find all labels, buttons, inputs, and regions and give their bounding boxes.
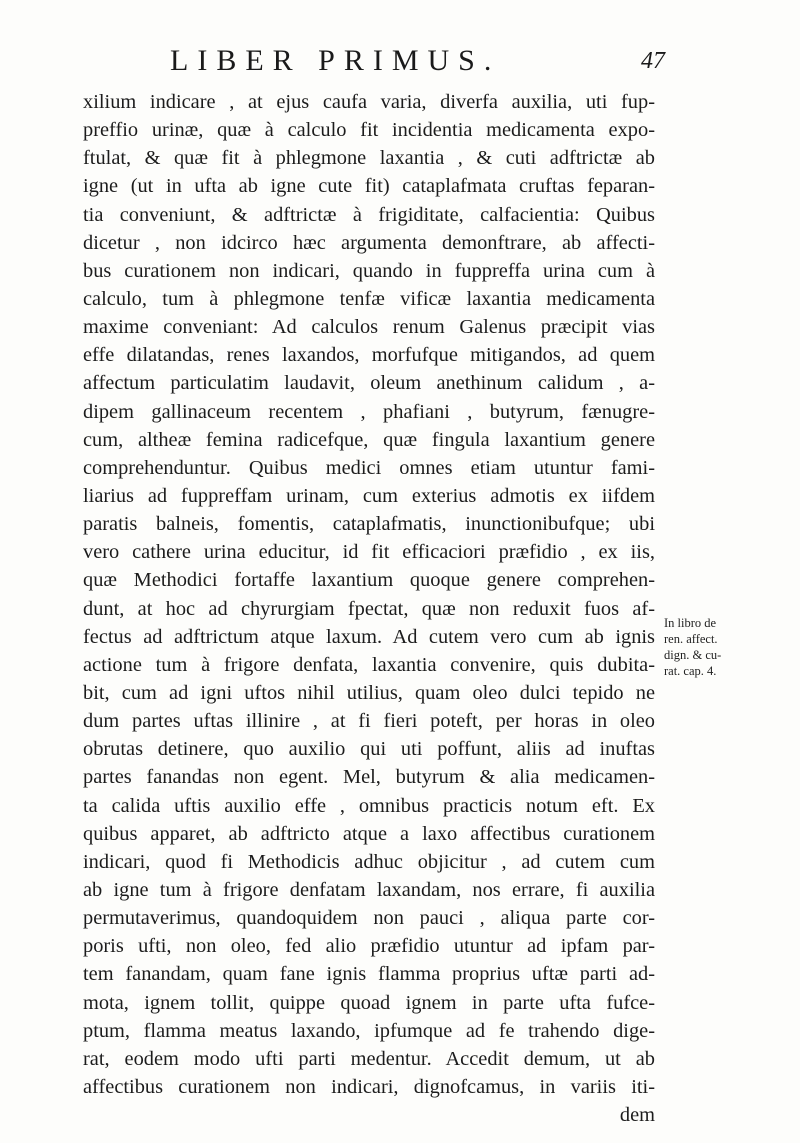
- text-line: calculo, tum à phlegmone tenfæ vificæ laxantia medicamenta: [83, 287, 655, 310]
- text-line: tem fanandam, quam fane ignis flamma proprius uftæ parti ad-: [83, 963, 655, 986]
- text-line: dipem gallinaceum recentem , phafiani , butyrum, fænugre-: [83, 400, 655, 423]
- text-line: igne (ut in ufta ab igne cute fit) cataplafmata cruftas feparan-: [83, 175, 655, 198]
- text-line: partes fanandas non egent. Mel, butyrum & alia medicamen-: [83, 766, 655, 789]
- text-line: tia conveniunt, & adftrictæ à frigiditate, calfacientia: Quibus: [83, 203, 655, 226]
- text-line: vero cathere urina educitur, id fit efficaciori præfidio , ex iis,: [83, 541, 655, 564]
- text-line: bit, cum ad igni uftos nihil utilius, quam oleo dulci tepido ne: [83, 681, 655, 704]
- text-line: ftulat, & quæ fit à phlegmone laxantia , & cuti adftrictæ ab: [83, 147, 655, 170]
- text-line: rat, eodem modo ufti parti medentur. Accedit demum, ut ab: [83, 1047, 655, 1070]
- text-line: dunt, at hoc ad chyrurgiam fpectat, quæ non reduxit fuos af-: [83, 597, 655, 620]
- page-number: 47: [641, 48, 665, 74]
- text-line: cum, altheæ femina radicefque, quæ fingula laxantium genere: [83, 428, 655, 451]
- running-title: LIBER PRIMUS.: [170, 44, 501, 77]
- text-line: dum partes uftas illinire , at fi fieri poteft, per horas in oleo: [83, 710, 655, 733]
- text-line: dem: [619, 1104, 655, 1127]
- text-line: poris ufti, non oleo, fed alio præfidio utuntur ad ipfam par-: [83, 935, 655, 958]
- text-line: ptum, flamma meatus laxando, ipfumque ad fe trahendo dige-: [83, 1019, 655, 1042]
- text-line: paratis balneis, fomentis, cataplafmatis, inunctionibufque; ubi: [83, 513, 655, 536]
- text-line: permutaverimus, quandoquidem non pauci , aliqua parte cor-: [83, 907, 655, 930]
- text-line: effe dilatandas, renes laxandos, morfufque mitigandos, ad quem: [83, 344, 655, 367]
- margin-note-line: rat. cap. 4.: [664, 664, 717, 678]
- text-line: maxime conveniant: Ad calculos renum Galenus præcipit vias: [83, 316, 655, 339]
- text-line: xilium indicare , at ejus caufa varia, diverfa auxilia, uti fup-: [83, 91, 655, 113]
- margin-note-line: dign. & cu-: [664, 648, 722, 662]
- text-line: quæ Methodici fortaffe laxantium quoque genere comprehen-: [83, 569, 655, 592]
- text-line: indicari, quod fi Methodicis adhuc objicitur , ad cutem cum: [83, 850, 655, 873]
- text-line: actione tum à frigore denfata, laxantia convenire, quis dubita-: [83, 653, 655, 676]
- text-line: preffio urinæ, quæ à calculo fit incidentia medicamenta expo-: [83, 119, 655, 142]
- text-line: mota, ignem tollit, quippe quoad ignem in parte ufta fufce-: [83, 991, 655, 1014]
- text-line: liarius ad fuppreffam urinam, cum exterius admotis ex iifdem: [83, 484, 655, 507]
- text-line: fectus ad adftrictum atque laxum. Ad cutem vero cum ab ignis: [83, 625, 655, 648]
- text-line: affectum particulatim laudavit, oleum anethinum calidum , a-: [83, 372, 655, 395]
- text-line: obrutas detinere, quo auxilio qui uti poffunt, aliis ad inuftas: [83, 738, 655, 761]
- text-line: affectibus curationem non indicari, dignofcamus, in variis iti-: [83, 1075, 655, 1098]
- margin-note-line: In libro de: [664, 616, 717, 630]
- margin-note: [664, 615, 734, 679]
- margin-note-line: ren. affect.: [664, 632, 718, 646]
- text-line: ta calida uftis auxilio effe , omnibus practicis notum eft. Ex: [83, 794, 655, 817]
- text-line: comprehenduntur. Quibus medici omnes etiam utuntur fami-: [83, 456, 655, 479]
- body-text: [83, 88, 655, 1129]
- text-line: dicetur , non idcirco hæc argumenta demonftrare, ab affecti-: [83, 231, 655, 254]
- text-line: ab igne tum à frigore denfatam laxandam, nos errare, fi auxilia: [83, 878, 655, 901]
- text-line: bus curationem non indicari, quando in fuppreffa urina cum à: [83, 259, 655, 282]
- text-line: quibus apparet, ab adftricto atque a laxo affectibus curationem: [83, 822, 655, 845]
